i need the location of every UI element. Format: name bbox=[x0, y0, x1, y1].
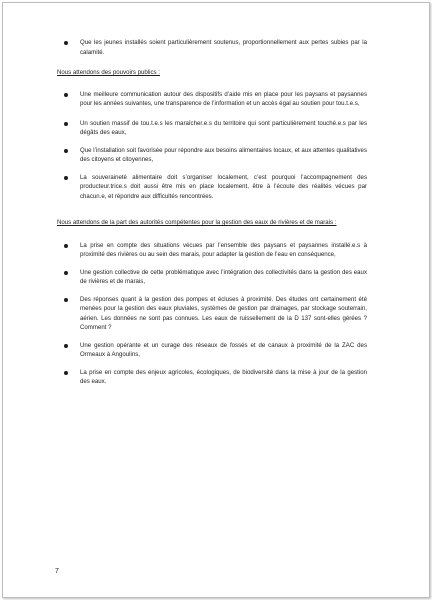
bullet-icon bbox=[64, 271, 68, 275]
list-item bbox=[57, 146, 367, 165]
list-item-text: La prise en compte des situations vécues par l’ensemble des paysans et paysannes installé.e.s à proximité des rivières ou au sein des marais, pour adapter la gestion de l’eau en conséquence, bbox=[80, 241, 367, 258]
bullet-icon bbox=[64, 344, 68, 348]
list-item-text: Que l’installation soit favorisée pour répondre aux besoins alimentaires locaux, et aux attentes qualitatives des citoyens et citoyennes, bbox=[80, 146, 367, 163]
bullet-icon bbox=[64, 298, 68, 302]
list-item bbox=[57, 90, 367, 109]
bullet-icon bbox=[64, 244, 68, 248]
list-item bbox=[57, 268, 367, 287]
list-item bbox=[57, 119, 367, 138]
list-item bbox=[57, 295, 367, 333]
intro-bullet-list bbox=[57, 38, 367, 57]
bullet-icon bbox=[64, 122, 68, 126]
list-item-text: Que les jeunes installés soient particulièrement soutenus, proportionnellement aux pertes subies par la calamité. bbox=[80, 39, 367, 56]
list-item-text: La prise en compte des enjeux agricoles, écologiques, de biodiversité dans la mise à jour de la gestion des eaux. bbox=[80, 368, 367, 385]
document-page bbox=[2, 2, 430, 598]
bullet-icon bbox=[64, 371, 68, 375]
list-item-text: La souveraineté alimentaire doit s’organiser localement, c’est pourquoi l’accompagnement des producteur.trice.s doit aussi être mis en place localement, être à l’écoute des réalités vécues par chacun.e, et répondre aux difficultés rencontrées. bbox=[80, 173, 367, 200]
pouvoirs-publics-list bbox=[57, 90, 367, 202]
list-item bbox=[57, 368, 367, 387]
list-item bbox=[57, 38, 367, 57]
bullet-icon bbox=[64, 41, 68, 45]
list-item bbox=[57, 173, 367, 202]
section-heading-pouvoirs-publics: Nous attendons des pouvoirs publics : bbox=[57, 69, 160, 76]
section-heading-autorites-competentes: Nous attendons de la part des autorités compétentes pour la gestion des eaux de rivières et de marais : bbox=[57, 219, 337, 226]
page-content bbox=[57, 38, 367, 387]
list-item-text: Une meilleure communication autour des dispositifs d’aide mis en place pour les paysans et paysannes pour les années suivantes, une transparence de l’information et un accès égal au soutien pour tou.t.e.s, bbox=[80, 90, 367, 107]
list-item-text: Une gestion opérante et un curage des réseaux de fossés et de canaux à proximité de la ZAC des Ormeaux à Angoulins, bbox=[80, 341, 367, 358]
bullet-icon bbox=[64, 176, 68, 180]
list-item-text: Un soutien massif de tou.t.e.s les maraîcher.e.s du territoire qui sont particulièrement touché.e.s par les dégâts des eaux, bbox=[80, 119, 367, 136]
list-item bbox=[57, 341, 367, 360]
page-number: 7 bbox=[55, 568, 59, 575]
bullet-icon bbox=[64, 149, 68, 153]
list-item-text: Des réponses quant à la gestion des pompes et écluses à proximité. Des études ont certainement été menées pour la gestion des eaux pluviales, systèmes de gestion par drainages, par stockage souterrain, aérien. Les données ne sont pas connues. Les eaux de ruissellement de la D 137 sont-elles gérées ? Comment ? bbox=[80, 295, 367, 331]
autorites-list bbox=[57, 241, 367, 387]
list-item-text: Une gestion collective de cette problématique avec l’intégration des collectivités dans la gestion des eaux de rivières et de marais, bbox=[80, 268, 367, 285]
list-item bbox=[57, 241, 367, 260]
bullet-icon bbox=[64, 93, 68, 97]
